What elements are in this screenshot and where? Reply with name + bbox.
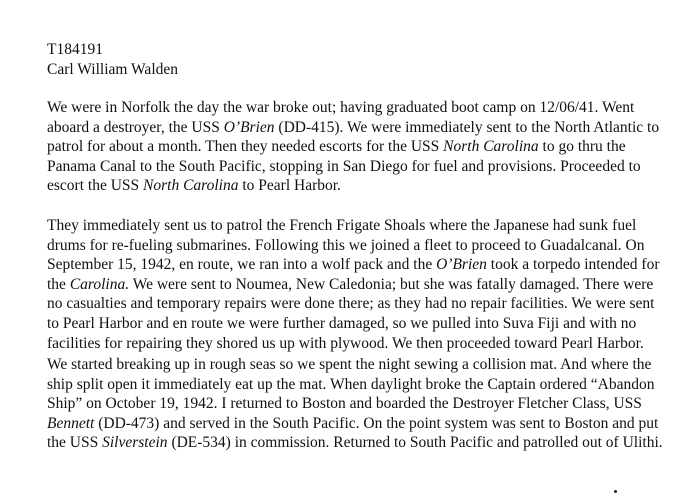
paragraph-2	[47, 216, 667, 353]
text-segment: (DD-473) and served in the South Pacific. On the point system was sent to Boston and put	[94, 414, 659, 432]
text-line	[47, 275, 667, 295]
text-segment: to go thru the	[538, 138, 626, 156]
text-line	[47, 118, 667, 138]
text-line	[47, 355, 667, 375]
italic-name: North Carolina	[443, 138, 539, 156]
text-segment: September 15, 1942, en route, we ran into a wolf pack and the	[47, 256, 437, 274]
text-line	[47, 137, 667, 157]
italic-name: North Carolina	[143, 177, 239, 195]
text-segment: drums for re-fueling submarines. Following this we joined a fleet to proceed to Guadalcanal. On	[47, 236, 645, 254]
text-line	[47, 98, 667, 118]
text-segment: the	[47, 275, 70, 293]
text-line	[47, 255, 667, 275]
text-segment: ship split open it immediately eat up the mat. When daylight broke the Captain ordered “Abandon	[47, 375, 655, 393]
text-line	[47, 394, 667, 414]
text-line	[47, 433, 667, 453]
text-segment: We were sent to Noumea, New Caledonia; but she was fatally damaged. There were	[129, 275, 654, 293]
document-id: T184191	[47, 41, 103, 58]
text-line	[47, 216, 667, 236]
text-segment: escort the USS	[47, 177, 144, 195]
text-line	[47, 414, 667, 434]
text-line	[47, 294, 667, 314]
scan-speck	[614, 490, 617, 493]
text-segment: We started breaking up in rough seas so we spent the night sewing a collision mat. And where the	[47, 356, 652, 373]
text-line	[47, 236, 667, 256]
text-line	[47, 375, 667, 395]
text-segment: to Pearl Harbor.	[238, 177, 341, 195]
text-line	[47, 334, 667, 354]
paragraph-3	[47, 355, 667, 453]
text-segment: (DE-534) in commission. Returned to South Pacific and patrolled out of Ulithi.	[167, 434, 663, 452]
text-segment: We were in Norfolk the day the war broke out; having graduated boot camp on 12/06/41. Went	[47, 99, 635, 116]
italic-name: Silverstein	[102, 434, 168, 452]
italic-name: Carolina.	[69, 275, 130, 293]
author-name: Carl William Walden	[47, 61, 179, 78]
text-segment: aboard a destroyer, the USS	[47, 118, 224, 136]
text-segment: facilities for repairing they shored us up with plywood. We then proceeded toward Pearl Harbor.	[47, 334, 644, 352]
text-segment: took a torpedo intended for	[486, 256, 660, 274]
text-line	[47, 176, 667, 196]
text-segment: Ship” on October 19, 1942. I returned to Boston and boarded the Destroyer Fletcher Class, USS	[47, 395, 642, 413]
text-segment: the USS	[47, 434, 103, 452]
italic-name: O’Brien	[223, 118, 275, 136]
italic-name: O’Brien	[436, 256, 487, 274]
text-segment: They immediately sent us to patrol the French Frigate Shoals where the Japanese had sunk fuel	[47, 217, 637, 234]
text-segment: no casualties and temporary repairs were done there; as they had no repair facilities. We were sent	[47, 295, 655, 313]
paragraph-1	[47, 98, 667, 196]
text-line	[47, 157, 667, 177]
italic-name: Bennett	[47, 414, 95, 432]
text-segment: (DD-415). We were immediately sent to the North Atlantic to	[274, 118, 660, 136]
text-segment: to Pearl Harbor and en route we were further damaged, so we pulled into Suva Fiji and with no	[47, 314, 637, 332]
text-segment: Panama Canal to the South Pacific, stopping in San Diego for fuel and provisions. Proceeded to	[47, 157, 641, 175]
text-segment: patrol for about a month. Then they needed escorts for the USS	[47, 138, 444, 156]
text-line	[47, 314, 667, 334]
